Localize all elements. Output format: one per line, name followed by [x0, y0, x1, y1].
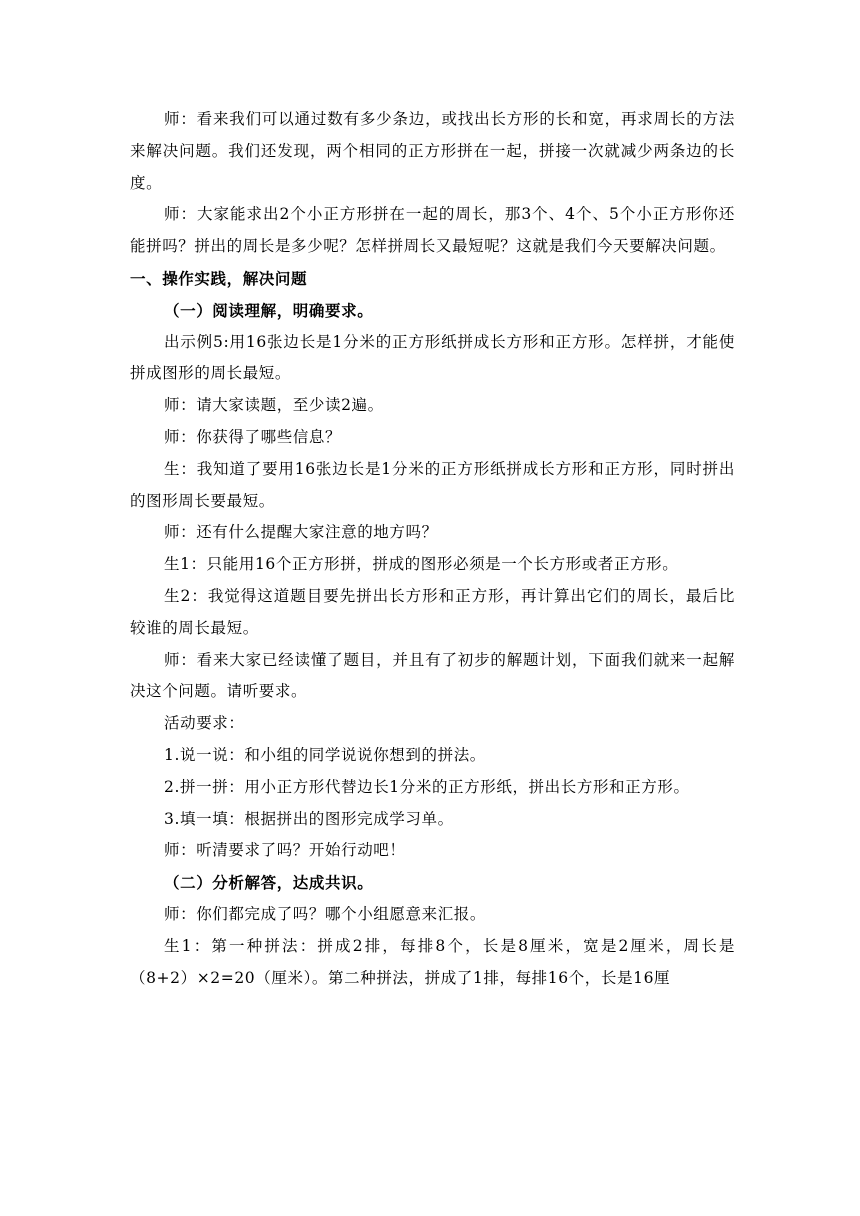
- paragraph-start-action: 师：听清要求了吗？开始行动吧！: [164, 841, 406, 860]
- paragraph-student-answer: 生：我知道了要用16张边长是1分米的正方形纸拼成长方形和正方形，同时拼出的图形周长要最短。: [130, 459, 735, 510]
- section-heading: 一、操作实践，解决问题: [130, 268, 308, 288]
- subsection-heading-reading: （一）阅读理解，明确要求。: [164, 300, 374, 320]
- list-item-say: 1.说一说：和小组的同学说说你想到的拼法。: [164, 745, 486, 764]
- paragraph-reminder-question: 师：还有什么提醒大家注意的地方吗？: [164, 523, 438, 542]
- paragraph-example: 出示例5:用16张边长是1分米的正方形纸拼成长方形和正方形。怎样拼，才能使拼成图形的周长最短。: [130, 332, 735, 383]
- paragraph-student1-report: 生1：第一种拼法：拼成2排，每排8个，长是8厘米，宽是2厘米，周长是（8+2）×2=20（厘米）。第二种拼法，拼成了1排，每排16个，长是16厘: [130, 936, 735, 987]
- list-item-build: 2.拼一拼：用小正方形代替边长1分米的正方形纸，拼出长方形和正方形。: [164, 777, 690, 796]
- list-item-fill: 3.填一填：根据拼出的图形完成学习单。: [164, 809, 454, 828]
- paragraph-teacher-question: 师：大家能求出2个小正方形拼在一起的周长，那3个、4个、5个小正方形你还能拼吗？拼出的周长是多少呢？怎样拼周长又最短呢？这就是我们今天要解决问题。: [130, 205, 735, 256]
- paragraph-info-question: 师：你获得了哪些信息？: [164, 427, 342, 446]
- subsection-heading-analysis: （二）分析解答，达成共识。: [164, 873, 374, 893]
- paragraph-teacher-plan: 师：看来大家已经读懂了题目，并且有了初步的解题计划，下面我们就来一起解决这个问题。请听要求。: [130, 650, 735, 701]
- paragraph-teacher-summary: 师：看来我们可以通过数有多少条边，或找出长方形的长和宽，再求周长的方法来解决问题。我们还发现，两个相同的正方形拼在一起，拼接一次就减少两条边的长度。: [130, 110, 735, 192]
- document-page: [130, 104, 735, 994]
- paragraph-report-question: 师：你们都完成了吗？哪个小组愿意来汇报。: [164, 904, 487, 923]
- paragraph-student2: 生2：我觉得这道题目要先拼出长方形和正方形，再计算出它们的周长，最后比较谁的周长最短。: [130, 586, 735, 637]
- paragraph-activity-title: 活动要求：: [164, 714, 245, 733]
- paragraph-read-question: 师：请大家读题，至少读2遍。: [164, 396, 384, 415]
- paragraph-student1: 生1：只能用16个正方形拼，拼成的图形必须是一个长方形或者正方形。: [164, 555, 679, 574]
